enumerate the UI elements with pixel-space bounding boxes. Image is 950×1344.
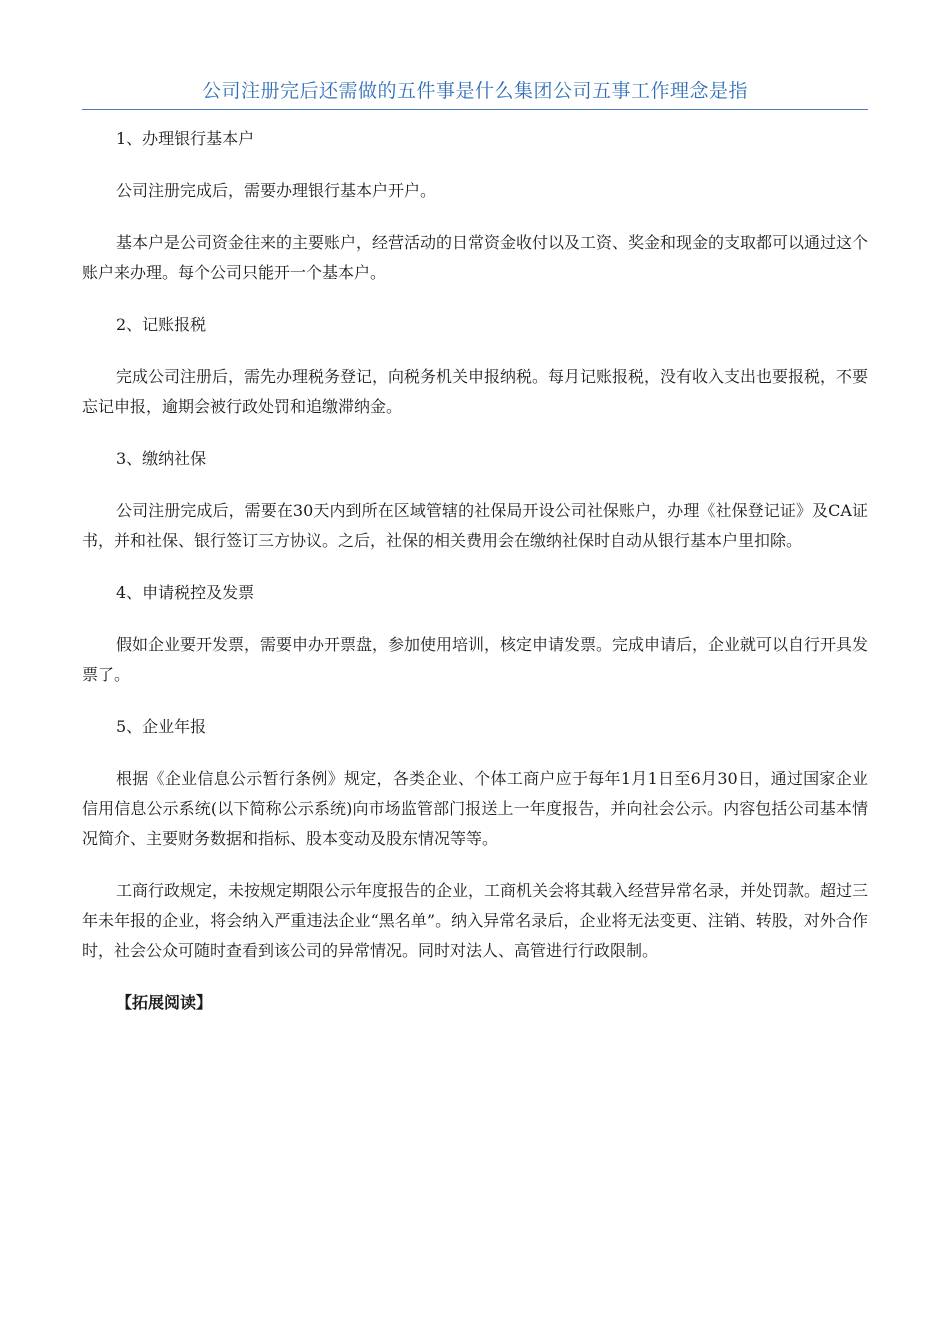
paragraph: 完成公司注册后，需先办理税务登记，向税务机关申报纳税。每月记账报税，没有收入支出也要报税，不要忘记申报，逾期会被行政处罚和追缴滞纳金。 [82,367,869,416]
section-heading: 5、企业年报 [116,717,207,736]
section-heading: 1、办理银行基本户 [116,129,255,148]
section-tax-filing [82,310,868,422]
paragraph: 公司注册完成后，需要办理银行基本户开户。 [116,181,437,200]
paragraph: 工商行政规定，未按规定期限公示年度报告的企业，工商机关会将其载入经营异常名录，并处罚款。超过三年未年报的企业，将会纳入严重违法企业“黑名单”。纳入异常名录后，企业将无法变更、注销、转股，对外合作时，社会公众可随时查看到该公司的异常情况。同时对法人、高管进行行政限制。 [82,881,869,960]
section-social-security [82,444,868,556]
section-bank-account [82,124,868,288]
document-title: 公司注册完后还需做的五件事是什么集团公司五事工作理念是指 [201,80,748,102]
paragraph: 假如企业要开发票，需要申办开票盘，参加使用培训，核定申请发票。完成申请后，企业就可以自行开具发票了。 [82,635,869,684]
page-header [82,78,868,110]
paragraph: 公司注册完成后，需要在30天内到所在区域管辖的社保局开设公司社保账户，办理《社保登记证》及CA证书，并和社保、银行签订三方协议。之后，社保的相关费用会在缴纳社保时自动从银行基本户里扣除。 [82,501,868,550]
section-tax-control-invoice [82,578,868,690]
section-heading: 2、记账报税 [116,315,207,334]
extended-reading-label: 【拓展阅读】 [116,993,213,1012]
section-heading: 4、申请税控及发票 [116,583,255,602]
paragraph: 基本户是公司资金往来的主要账户，经营活动的日常资金收付以及工资、奖金和现金的支取都可以通过这个账户来办理。每个公司只能开一个基本户。 [82,233,869,282]
paragraph: 根据《企业信息公示暂行条例》规定，各类企业、个体工商户应于每年1月1日至6月30日，通过国家企业信用信息公示系统(以下简称公示系统)向市场监管部门报送上一年度报告，并向社会公示。内容包括公司基本情况简介、主要财务数据和指标、股本变动及股东情况等等。 [82,769,868,848]
section-heading: 3、缴纳社保 [116,449,207,468]
document-body [82,124,868,1018]
section-annual-report [82,712,868,966]
